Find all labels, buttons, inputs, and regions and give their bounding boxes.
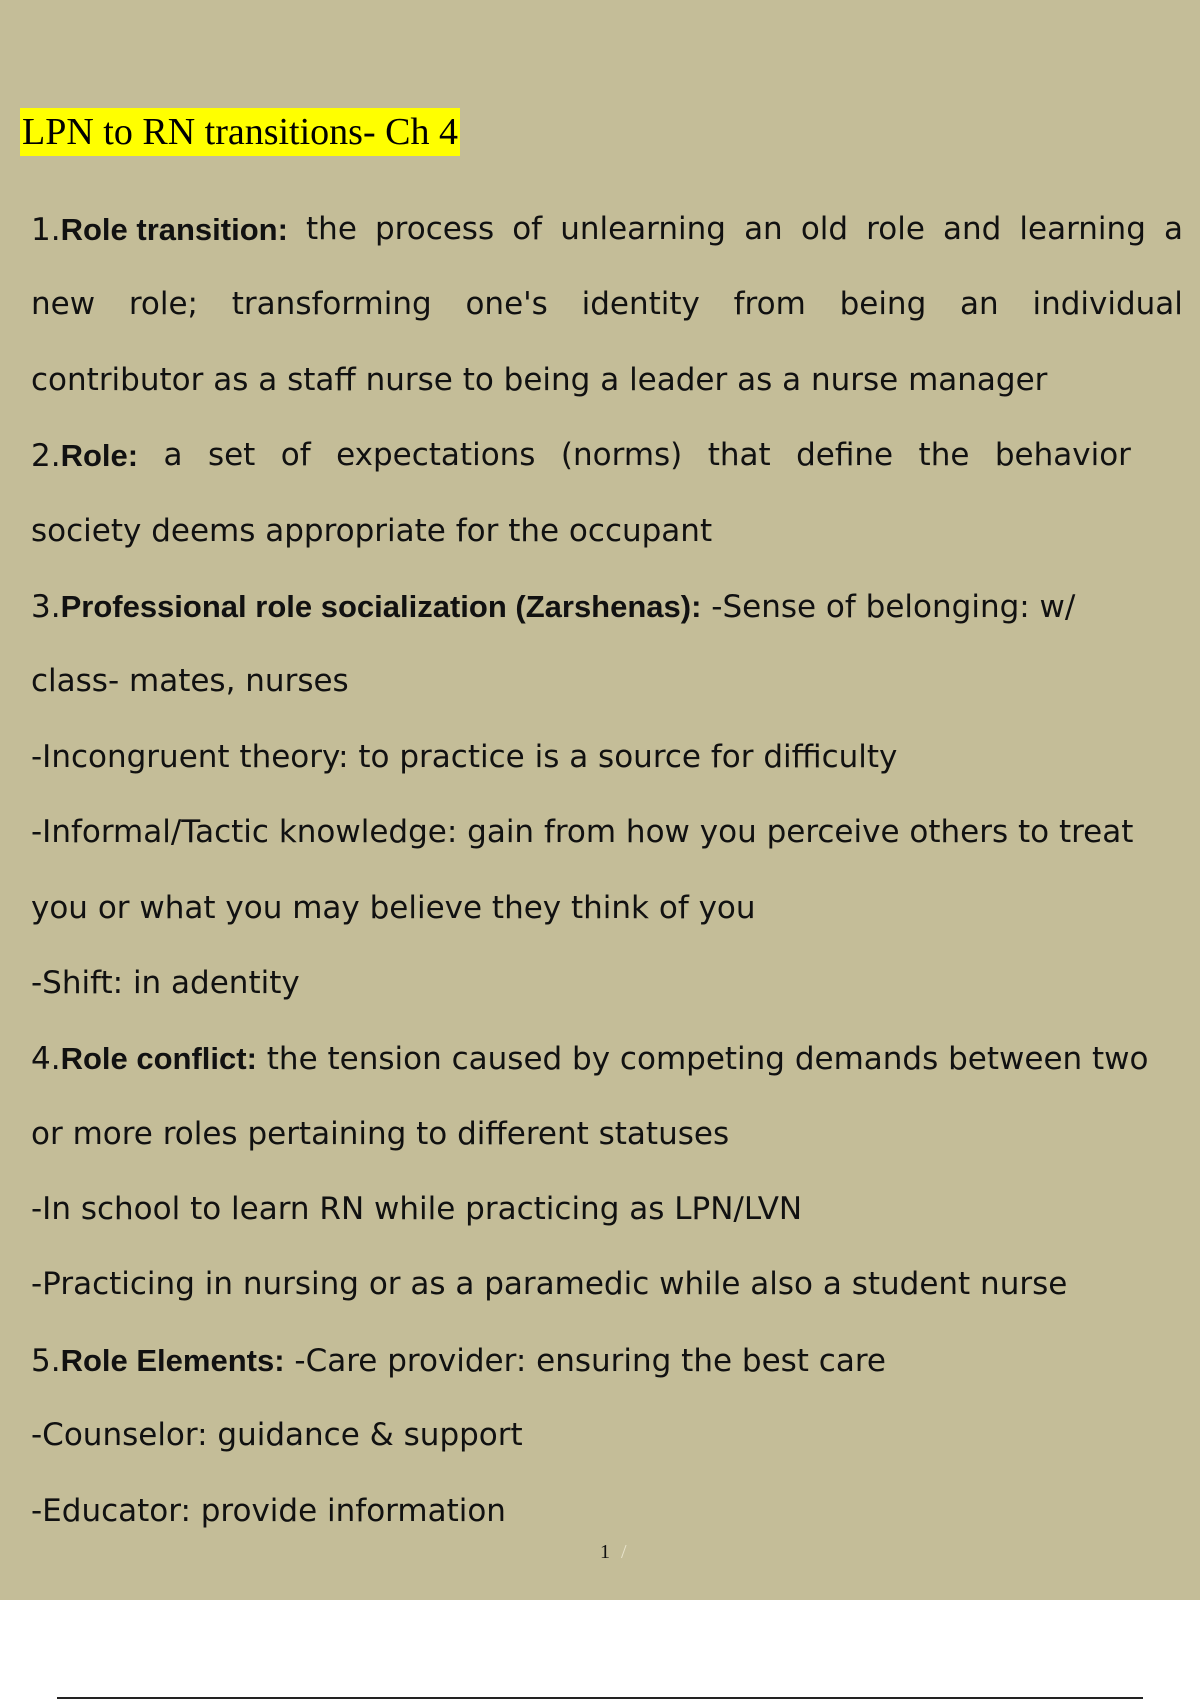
term-role-transition: Role transition: bbox=[60, 212, 288, 247]
word: define bbox=[796, 437, 894, 474]
word: behavior bbox=[994, 437, 1131, 474]
item-3-text: -Sense of belonging: w/ bbox=[701, 588, 1076, 625]
item-number: 2. bbox=[31, 438, 61, 475]
item-5-line-3: -Educator: provide information bbox=[31, 1492, 506, 1529]
word: identity bbox=[581, 286, 700, 323]
item-4-line-3: -In school to learn RN while practicing as LPN/LVN bbox=[31, 1191, 803, 1228]
document-title: LPN to RN transitions- Ch 4 bbox=[20, 108, 460, 156]
item-1-line-3: contributor as a staff nurse to being a leader as a nurse manager bbox=[31, 361, 1048, 398]
term-role-conflict: Role conflict: bbox=[60, 1041, 257, 1077]
word: role; bbox=[128, 286, 199, 323]
item-3-line-3: -Incongruent theory: to practice is a source for difficulty bbox=[31, 738, 898, 775]
page-number: 1 bbox=[600, 1541, 610, 1563]
word: from bbox=[733, 286, 806, 323]
word: of bbox=[280, 437, 311, 474]
item-1-line-2 bbox=[31, 267, 1183, 342]
word: and bbox=[942, 211, 1002, 247]
item-2-line-1 bbox=[31, 418, 1131, 493]
word: process bbox=[374, 211, 495, 247]
item-2-lead bbox=[31, 418, 138, 493]
term-professional-role-socialization: Professional role socialization (Zarshenas): bbox=[60, 588, 702, 624]
word: set bbox=[207, 437, 256, 474]
item-1-line-1 bbox=[31, 192, 1183, 267]
item-3-line-1 bbox=[31, 569, 1183, 644]
item-number: 3. bbox=[31, 588, 61, 625]
item-5-text: -Care provider: ensuring the best care bbox=[284, 1342, 886, 1379]
word: individual bbox=[1032, 286, 1183, 323]
word: new bbox=[31, 286, 96, 323]
document-body bbox=[31, 192, 1183, 1549]
item-number: 5. bbox=[31, 1342, 61, 1379]
item-5-line-1 bbox=[31, 1323, 1183, 1398]
word: learning bbox=[1019, 211, 1146, 247]
word: the bbox=[306, 211, 357, 247]
word: transforming bbox=[231, 286, 432, 323]
item-4-line-1 bbox=[31, 1021, 1183, 1096]
item-4-text: the tension caused by competing demands between two bbox=[256, 1041, 1149, 1078]
word: a bbox=[1163, 211, 1183, 247]
word: a bbox=[163, 437, 183, 474]
word: that bbox=[707, 437, 771, 474]
item-3-line-6: -Shift: in adentity bbox=[31, 964, 300, 1001]
word: expectations bbox=[336, 437, 536, 474]
word: an bbox=[960, 286, 999, 323]
word: one's bbox=[465, 286, 548, 323]
term-role: Role: bbox=[60, 438, 139, 474]
word: an bbox=[744, 211, 783, 247]
item-3-line-5: you or what you may believe they think of you bbox=[31, 889, 756, 926]
item-1-lead bbox=[31, 192, 288, 267]
item-2-line-2: society deems appropriate for the occupant bbox=[31, 512, 713, 549]
word: role bbox=[866, 211, 925, 247]
word: unlearning bbox=[560, 211, 726, 247]
footer-divider bbox=[57, 1697, 1143, 1699]
word: of bbox=[512, 211, 543, 247]
word: old bbox=[800, 211, 849, 247]
item-3-line-4: -Informal/Tactic knowledge: gain from how you perceive others to treat bbox=[31, 814, 1134, 851]
word: the bbox=[918, 437, 970, 474]
item-5-line-2: -Counselor: guidance & support bbox=[31, 1417, 523, 1454]
word: being bbox=[839, 286, 927, 323]
page-number-separator: / bbox=[621, 1541, 627, 1563]
word: (norms) bbox=[560, 437, 683, 474]
item-4-line-4: -Practicing in nursing or as a paramedic while also a student nurse bbox=[31, 1266, 1068, 1303]
item-4-line-2: or more roles pertaining to different statuses bbox=[31, 1115, 730, 1152]
item-number: 1. bbox=[31, 212, 61, 248]
item-3-line-2: class- mates, nurses bbox=[31, 663, 349, 700]
term-role-elements: Role Elements: bbox=[60, 1342, 285, 1378]
item-number: 4. bbox=[31, 1041, 61, 1078]
